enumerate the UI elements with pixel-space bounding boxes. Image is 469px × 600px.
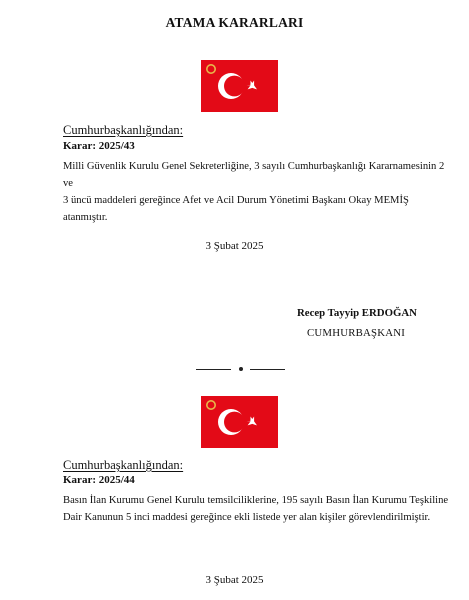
decree-date: 3 Şubat 2025: [205, 574, 264, 586]
decree-text: [63, 492, 451, 526]
separator-line-left: [196, 369, 231, 370]
decree-number: Karar: 2025/43: [63, 140, 135, 152]
decree-text-line: Dair Kanunun 5 inci maddesi gereğince ekli listede yer alan kişiler görevlendirilmiştir.: [63, 512, 431, 523]
signer-position: CUMHURBAŞKANI: [307, 327, 405, 339]
decree-ministry: Cumhurbaşkanlığından:: [63, 458, 184, 472]
flag-graphic: [201, 60, 278, 112]
flag-crescent-inner: [224, 76, 245, 97]
separator-dot: [239, 367, 243, 371]
decree-text-line: Milli Güvenlik Kurulu Genel Sekreterliğine, 3 sayılı Cumhurbaşkanlığı Kararnamesinin 2 ve: [63, 161, 445, 189]
signer-name: Recep Tayyip ERDOĞAN: [297, 307, 417, 319]
section-separator: [196, 364, 286, 374]
flag-graphic: [201, 396, 278, 448]
separator-line-right: [250, 369, 285, 370]
decree-text-line: 3 üncü maddeleri gereğince Afet ve Acil Durum Yönetimi Başkanı Okay MEMİŞ atanmıştır.: [63, 195, 409, 223]
turkish-flag-icon: [201, 396, 278, 448]
flag-crescent-inner: [224, 412, 245, 433]
turkish-flag-icon: [201, 60, 278, 112]
decree-date: 3 Şubat 2025: [205, 240, 264, 252]
decree-ministry: Cumhurbaşkanlığından:: [63, 123, 184, 137]
decree-number: Karar: 2025/44: [63, 474, 135, 486]
decree-text-line: Basın İlan Kurumu Genel Kurulu temsilciliklerine, 195 sayılı Basın İlan Kurumu Teşkiline: [63, 495, 449, 506]
decree-text: [63, 158, 451, 226]
page-title: ATAMA KARARLARI: [165, 15, 304, 30]
